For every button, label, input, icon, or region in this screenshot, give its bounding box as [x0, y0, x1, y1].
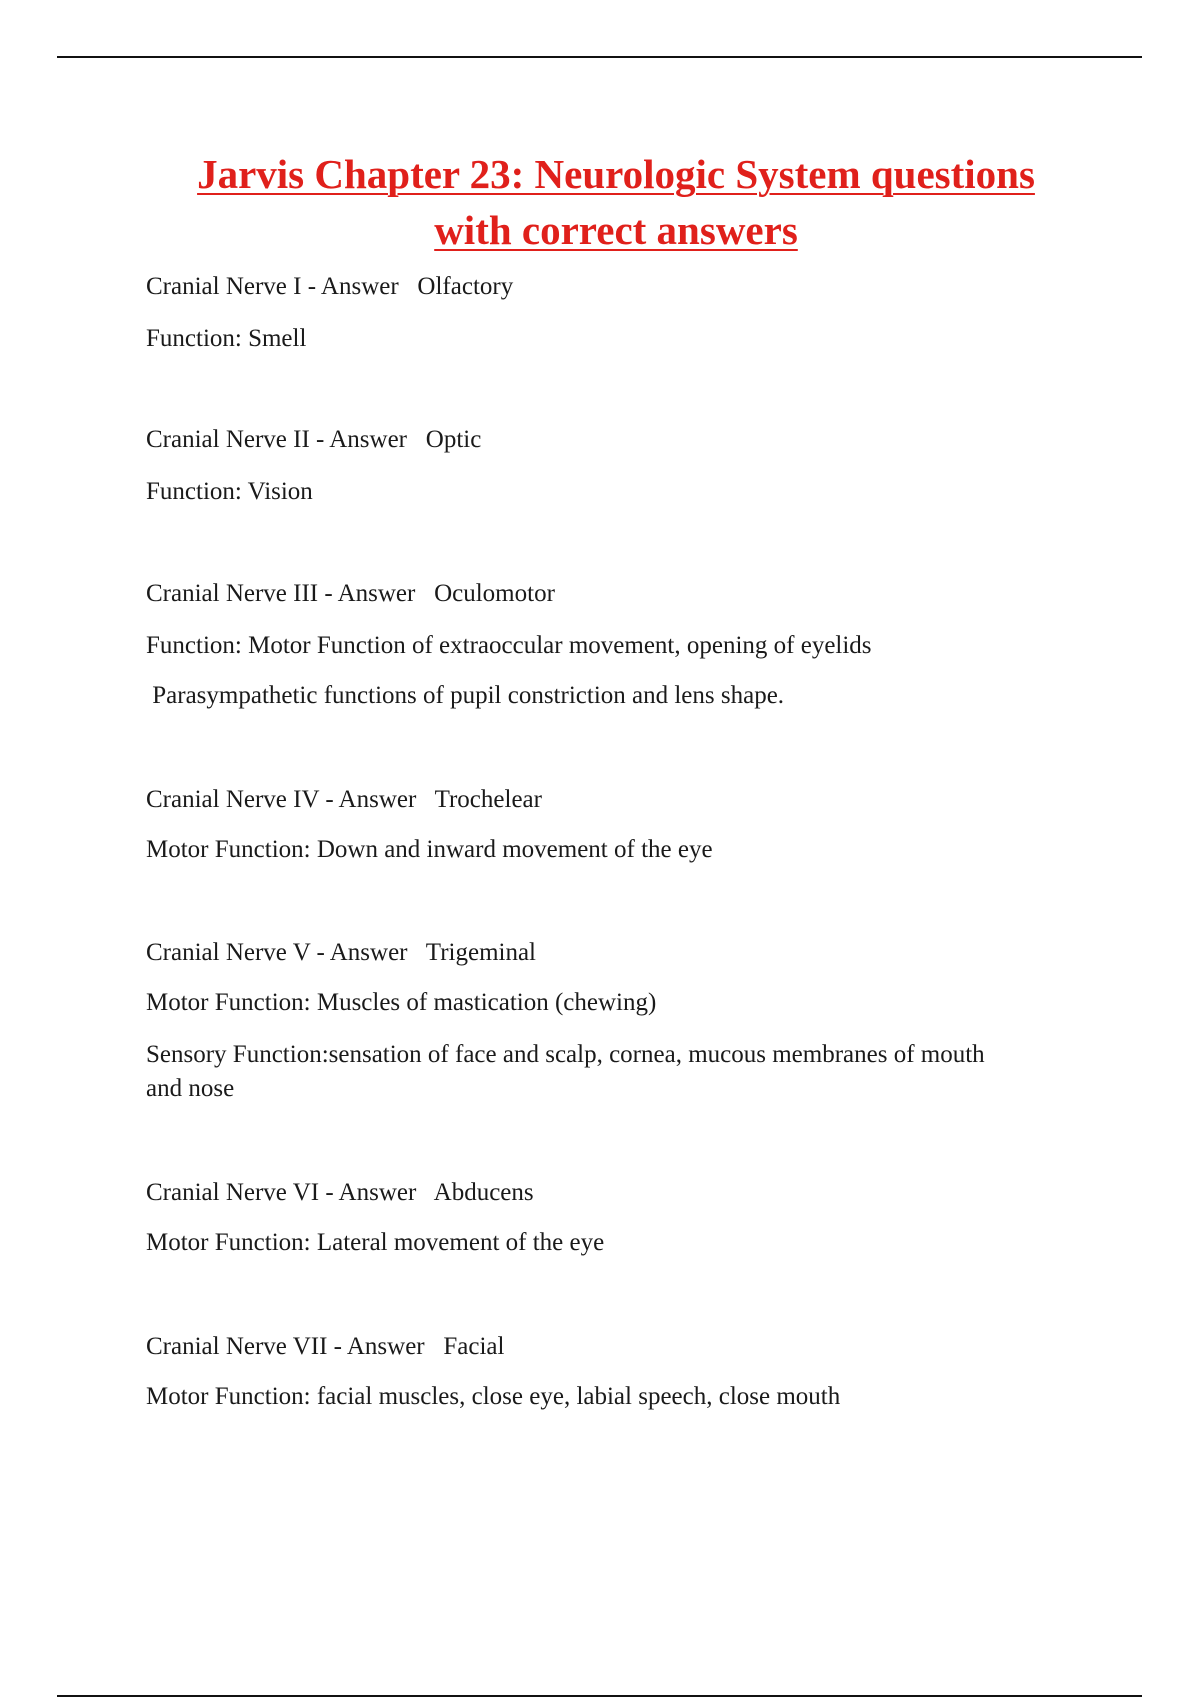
question: Cranial Nerve VII - Answer Facial [146, 1333, 505, 1360]
answer-line: Motor Function: Lateral movement of the eye [146, 1229, 605, 1256]
qa-item-cn2 [146, 423, 1046, 509]
qa-item-cn5 [146, 936, 1046, 1106]
question: Cranial Nerve V - Answer Trigeminal [146, 939, 537, 966]
answer-line: Motor Function: facial muscles, close eye, labial speech, close mouth [146, 1383, 841, 1410]
document-title [120, 146, 1112, 258]
header-rule [57, 56, 1142, 58]
answer-line: Function: Smell [146, 325, 307, 352]
qa-item-cn6 [146, 1176, 1046, 1260]
qa-item-cn7 [146, 1330, 1046, 1414]
title-line-1: Jarvis Chapter 23: Neurologic System questions [197, 151, 1035, 197]
answer-line: Sensory Function:sensation of face and scalp, cornea, mucous membranes of mouth and nose [146, 1041, 985, 1102]
question: Cranial Nerve I - Answer Olfactory [146, 273, 514, 300]
question: Cranial Nerve IV - Answer Trochelear [146, 786, 542, 813]
question: Cranial Nerve III - Answer Oculomotor [146, 580, 555, 607]
qa-item-cn1 [146, 270, 1046, 356]
footer-rule [57, 1695, 1142, 1697]
title-line-2: with correct answers [434, 207, 798, 253]
answer-line: Motor Function: Down and inward movement of the eye [146, 836, 713, 863]
question: Cranial Nerve II - Answer Optic [146, 426, 482, 453]
answer-line: Motor Function: Muscles of mastication (chewing) [146, 989, 657, 1016]
question: Cranial Nerve VI - Answer Abducens [146, 1179, 534, 1206]
answer-line: Parasympathetic functions of pupil constriction and lens shape. [146, 682, 785, 709]
qa-item-cn4 [146, 783, 1046, 867]
answer-line: Function: Motor Function of extraoccular movement, opening of eyelids [146, 632, 872, 659]
answer-line: Function: Vision [146, 478, 313, 505]
qa-item-cn3 [146, 577, 1046, 713]
